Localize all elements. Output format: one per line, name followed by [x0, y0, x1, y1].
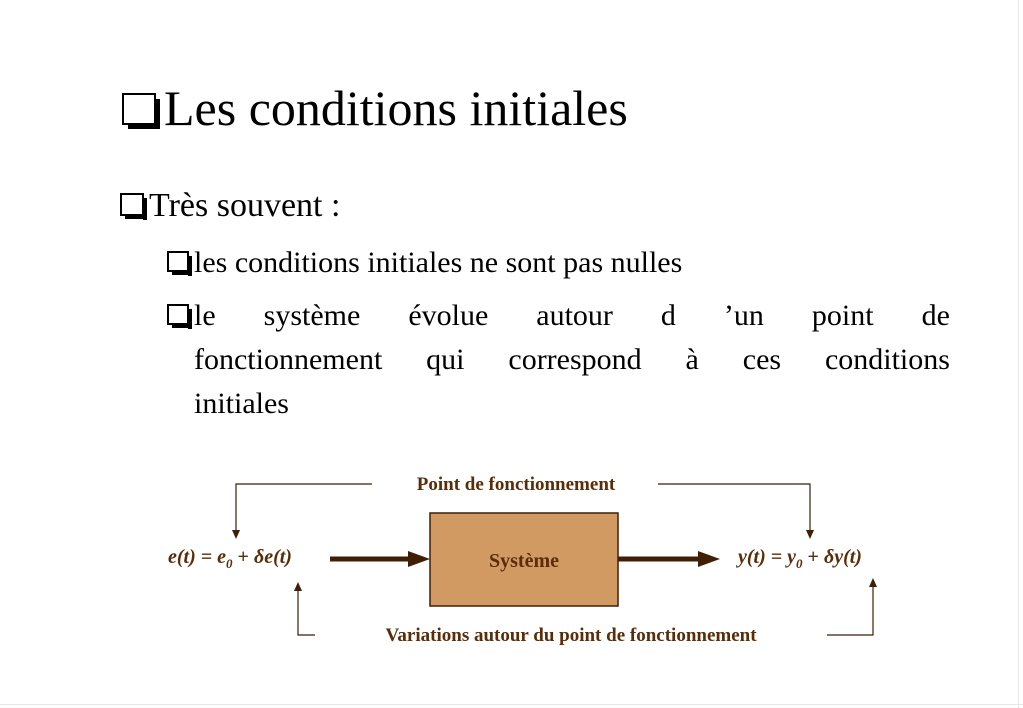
- input-sub: 0: [226, 556, 233, 571]
- slide-edge-bottom: [0, 704, 1023, 705]
- top-label: Point de fonctionnement: [416, 474, 616, 495]
- top-bracket-left-line: [236, 484, 372, 532]
- output-rhs: y(t): [834, 546, 862, 568]
- bullet-level1-text: Très souvent :: [149, 187, 341, 224]
- word: point: [811, 299, 874, 332]
- arrowhead-up-icon: [294, 582, 302, 591]
- word: fonctionnement: [194, 343, 383, 376]
- word: ces: [742, 343, 782, 376]
- word: autour: [536, 299, 613, 332]
- word: ’un: [723, 299, 764, 332]
- output-arrowhead-icon: [698, 551, 720, 567]
- arrowhead-down-icon: [232, 530, 240, 539]
- word: le: [194, 299, 216, 332]
- input-expression: [168, 546, 292, 571]
- arrowhead-up-icon: [869, 578, 877, 587]
- word: correspond: [508, 343, 642, 376]
- bottom-bracket-right-line: [827, 586, 873, 635]
- word: qui: [426, 343, 465, 376]
- input-rhs: e(t): [264, 546, 292, 568]
- system-label: Système: [489, 550, 559, 572]
- word: initiales: [194, 387, 289, 420]
- output-lhs: y(t) = y: [738, 546, 797, 568]
- top-bracket-right-line: [658, 484, 810, 532]
- word: système: [263, 299, 361, 332]
- bullet-level2-a-text: les conditions initiales ne sont pas nulles: [194, 246, 683, 279]
- input-delta: δ: [253, 546, 265, 568]
- output-sub: 0: [796, 556, 803, 571]
- output-delta: δ: [823, 546, 835, 568]
- input-arrowhead-icon: [408, 551, 430, 567]
- word: à: [685, 343, 699, 376]
- output-plus: +: [802, 546, 824, 568]
- word: évolue: [408, 299, 489, 332]
- bottom-label: Variations autour du point de fonctionnement: [385, 625, 757, 646]
- title-text: Les conditions initiales: [164, 80, 628, 136]
- input-lhs: e(t) = e: [168, 546, 227, 568]
- arrowhead-down-icon: [806, 530, 814, 539]
- word: de: [921, 299, 950, 332]
- output-expression: [736, 546, 862, 571]
- input-plus: +: [232, 546, 254, 568]
- word: d: [660, 299, 676, 332]
- word: conditions: [824, 343, 950, 376]
- slide-edge-right: [1018, 0, 1019, 708]
- bottom-bracket-left-line: [298, 590, 315, 635]
